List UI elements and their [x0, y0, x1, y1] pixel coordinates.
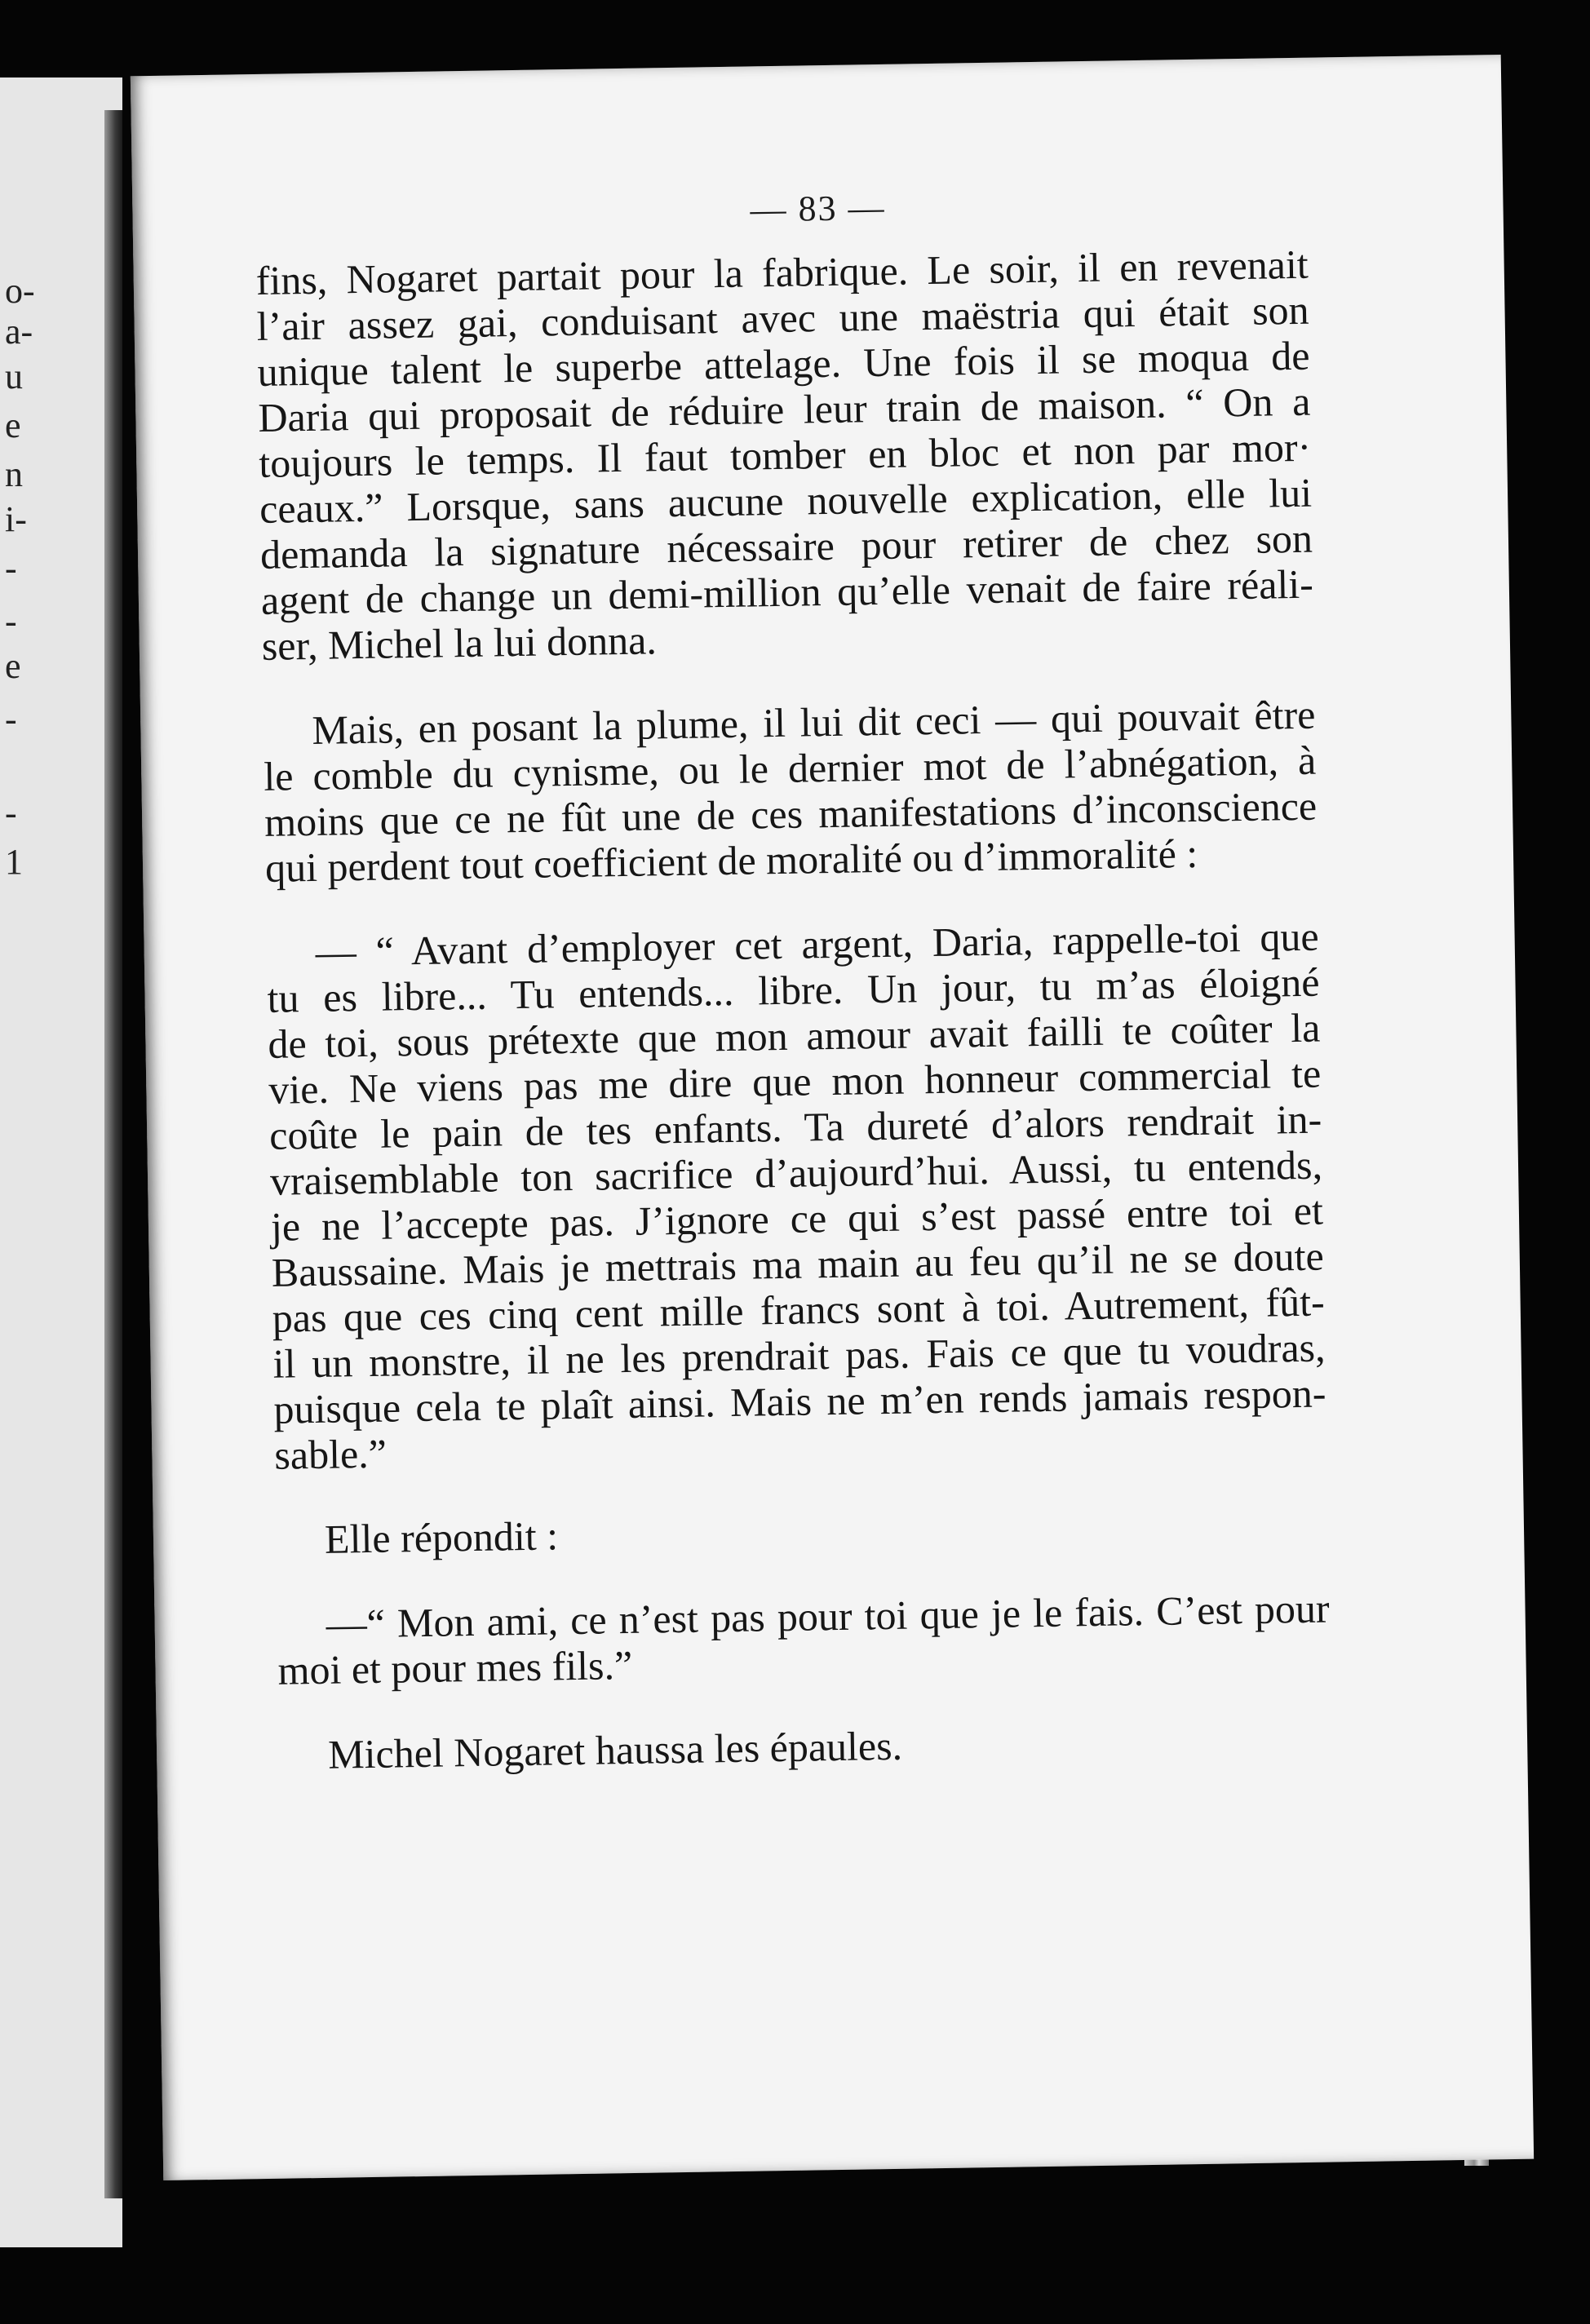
text-line: — “ Avant d’employer cet argent, Daria, rappelle-toi que: [315, 913, 1320, 975]
book-page: [131, 55, 1534, 2180]
text-line: Daria qui proposait de réduire leur train de maison. “ On a: [257, 378, 1311, 440]
text-line: agent de change un demi-million qu’elle venait de faire réali-: [260, 560, 1314, 623]
left-page-fragment: a-: [5, 312, 33, 352]
left-page-fragment: i-: [5, 499, 27, 539]
text-line: Baussaine. Mais je mettrais ma main au feu qu’il ne se doute: [271, 1233, 1325, 1295]
left-page-fragment: -: [5, 699, 17, 739]
text-line: ceaux.” Lorsque, sans aucune nouvelle explication, elle lui: [259, 469, 1313, 532]
text-line: pas que ces cinq cent mille francs sont à toi. Autrement, fût-: [272, 1278, 1326, 1341]
left-page-fragment: o-: [5, 271, 35, 311]
text-line: unique talent le superbe attelage. Une fois il se moqua de: [257, 332, 1310, 395]
left-facing-page: [0, 77, 122, 2247]
text-line: —“ Mon ami, ce n’est pas pour toi que je le fais. C’est pour: [326, 1585, 1330, 1647]
text-line: Elle répondit :: [324, 1512, 559, 1562]
page-number: — 83 —: [750, 187, 886, 230]
text-line: je ne l’accepte pas. J’ignore ce qui s’est passé entre toi et: [270, 1187, 1324, 1250]
page-body-text: [255, 241, 1331, 1778]
paragraph: [277, 1586, 1331, 1693]
left-page-fragment: -: [5, 601, 17, 641]
text-line: moins que ce ne fût une de ces manifestations d’inconscience: [264, 782, 1318, 845]
text-line: moi et pour mes fils.”: [277, 1641, 633, 1693]
left-page-fragment: e: [5, 405, 21, 445]
left-page-fragment: -: [5, 793, 17, 833]
text-line: l’air assez gai, conduisant avec une maëstria qui était son: [256, 286, 1309, 349]
text-line: puisque cela te plaît ainsi. Mais ne m’en rends jamais respon-: [273, 1370, 1326, 1432]
text-line: Mais, en posant la plume, il lui dit ceci — qui pouvait être: [312, 691, 1316, 753]
left-page-fragment: u: [5, 356, 23, 396]
text-line: fins, Nogaret partait pour la fabrique. Le soir, il en revenait: [255, 241, 1309, 303]
paragraph: [255, 241, 1314, 669]
left-page-fragment: e: [5, 646, 21, 686]
book-gutter: [104, 110, 122, 2198]
text-line: il un monstre, il ne les prendrait pas. Fais ce que tu voudras,: [272, 1324, 1326, 1387]
text-line: vie. Ne viens pas me dire que mon honneur commercial te: [268, 1050, 1322, 1113]
paragraph: [266, 914, 1326, 1478]
text-line: Michel Nogaret haussa les épaules.: [327, 1722, 903, 1777]
text-line: ser, Michel la lui donna.: [261, 617, 658, 669]
left-page-fragment: n: [5, 454, 23, 494]
paragraph: [263, 692, 1318, 891]
text-line: de toi, sous prétexte que mon amour avait failli te coûter la: [268, 1004, 1321, 1067]
left-page-fragment: 1: [5, 842, 23, 882]
text-line: demanda la signature nécessaire pour retirer de chez son: [259, 515, 1313, 578]
text-line: vraisemblable ton sacrifice d’aujourd’hui. Aussi, tu entends,: [269, 1141, 1323, 1204]
text-line: le comble du cynisme, ou le dernier mot de l’abnégation, à: [263, 737, 1317, 799]
text-line: coûte le pain de tes enfants. Ta dureté d’alors rendrait in-: [268, 1096, 1322, 1158]
text-line: tu es libre... Tu entends... libre. Un jour, tu m’as éloigné: [267, 958, 1320, 1021]
text-line: sable.”: [273, 1430, 388, 1478]
text-line: toujours le temps. Il faut tomber en bloc et non par mor·: [258, 423, 1312, 486]
text-line: qui perdent tout coefficient de moralité ou d’immoralité :: [264, 830, 1198, 891]
left-page-fragment: -: [5, 548, 17, 588]
